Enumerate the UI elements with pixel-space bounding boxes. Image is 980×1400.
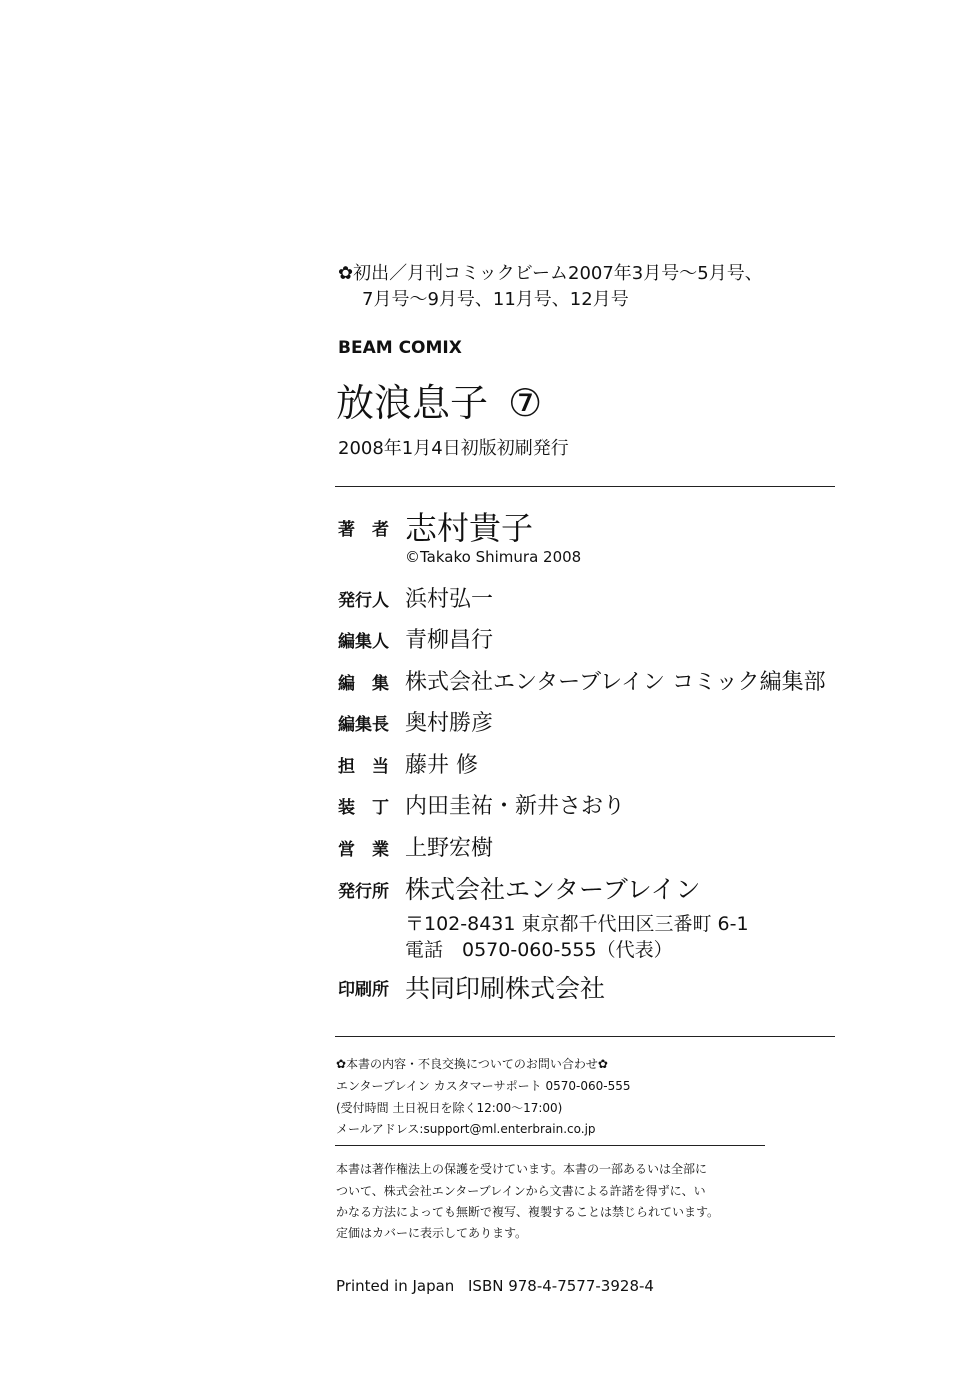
notice-line2: ついて、株式会社エンターブレインから文書による許諾を得ずに、い [336,1184,706,1198]
chief-editor: 奥村勝彦 [405,711,494,736]
volume-number: ⑦ [508,381,543,425]
publisher-phone: 電話 0570-060-555（代表） [405,939,673,961]
label-editing: 編 集 [338,674,389,694]
publisher-person: 浜村弘一 [405,587,494,612]
support-line3: (受付時間 土日祝日を除く12:00～17:00) [336,1101,563,1115]
editing-dept: 株式会社エンターブレイン コミック編集部 [405,670,826,695]
label-design: 装 丁 [338,798,389,818]
support-line1: ✿本書の内容・不良交換についてのお問い合わせ✿ [336,1057,608,1071]
design: 内田圭祐・新井さおり [405,794,626,819]
release-date: 2008年1月4日初版初刷発行 [338,438,569,459]
divider-top [335,486,835,487]
publisher-address: 〒102-8431 東京都千代田区三番町 6-1 [405,913,749,935]
label-sales: 営 業 [338,840,389,860]
label-in-charge: 担 当 [338,757,389,777]
first-publication-line1: ✿初出／月刊コミックビーム2007年3月号～5月号、 [338,263,763,284]
label-chief-editor: 編集長 [338,715,389,735]
printer: 共同印刷株式会社 [405,974,606,1003]
divider-support [335,1145,765,1146]
notice-line4: 定価はカバーに表示してあります。 [336,1226,528,1240]
notice-line3: かなる方法によっても無断で複写、複製することは禁じられています。 [336,1205,720,1219]
label-editor-person: 編集人 [338,632,389,652]
sales: 上野宏樹 [405,836,494,861]
label-publisher-person: 発行人 [338,591,389,611]
author-name: 志村貴子 [405,509,534,547]
label-publisher: 発行所 [338,882,389,902]
support-line2: エンターブレイン カスタマーサポート 0570-060-555 [336,1079,631,1093]
imprint: BEAM COMIX [338,338,462,358]
notice-line1: 本書は著作権法上の保護を受けています。本書の一部あるいは全部に [336,1162,708,1176]
support-line4: メールアドレス:support@ml.enterbrain.co.jp [336,1122,596,1136]
isbn: ISBN 978-4-7577-3928-4 [468,1277,654,1295]
publisher: 株式会社エンターブレイン [405,875,701,904]
copyright: ©Takako Shimura 2008 [405,548,582,566]
printed-in: Printed in Japan [336,1277,455,1295]
book-title [336,372,542,427]
divider-middle [335,1036,835,1037]
in-charge: 藤井 修 [405,753,478,778]
first-publication-line2: 7月号～9月号、11月号、12月号 [362,289,629,310]
label-printer: 印刷所 [338,980,389,1000]
editor-person: 青柳昌行 [405,628,494,653]
title-text: 放浪息子 [336,381,489,425]
label-author: 著 者 [338,520,389,540]
